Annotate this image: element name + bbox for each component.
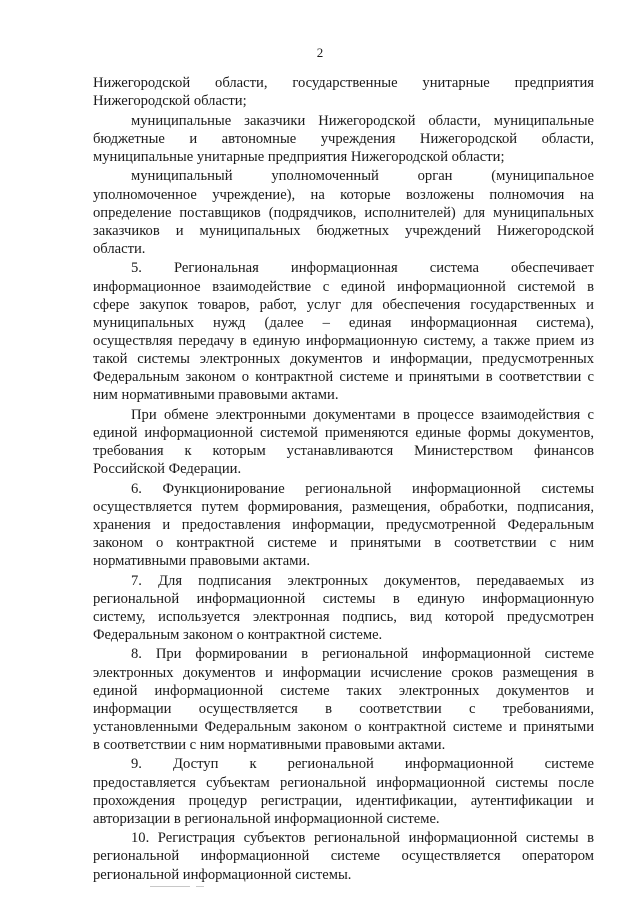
text-line: бюджетные и автономные учреждения Нижегородской области, — [93, 130, 594, 147]
text-line: нормативными правовыми актами. — [93, 552, 310, 569]
text-line: прохождения процедур регистрации, идентификации, аутентификации и — [93, 792, 594, 809]
scan-artifact — [196, 886, 204, 887]
scan-artifact — [150, 886, 190, 887]
text-line: 8. При формировании в региональной информационной системе — [131, 646, 594, 663]
text-line: требования к которым устанавливаются Министерством финансов — [93, 442, 594, 459]
paragraph — [93, 572, 594, 644]
text-line: Федеральным законом о контрактной системе. — [93, 626, 383, 643]
paragraph — [93, 480, 594, 570]
text-line: Российской Федерации. — [93, 460, 242, 477]
text-line: хранения и предоставления информации, предусмотренной Федеральным — [93, 516, 594, 533]
text-line: определение поставщиков (подрядчиков, исполнителей) для муниципальных — [93, 204, 594, 221]
paragraph — [93, 645, 594, 754]
paragraph — [93, 167, 594, 257]
text-line: муниципальные унитарные предприятия Нижегородской области; — [93, 148, 505, 165]
paragraph-gap — [93, 884, 594, 886]
text-line: 7. Для подписания электронных документов, передаваемых из — [131, 572, 594, 589]
text-line: 6. Функционирование региональной информационной системы — [131, 480, 594, 497]
text-line: систему, используется электронная подпись, вид которой предусмотрен — [93, 608, 594, 625]
page-number: 2 — [316, 45, 324, 60]
paragraph — [93, 406, 594, 478]
text-line: в соответствии с ним нормативными правовыми актами. — [93, 736, 446, 753]
text-line: муниципальные заказчики Нижегородской области, муниципальные — [131, 112, 594, 129]
text-line: информации осуществляется в соответствии с требованиями, — [93, 700, 594, 717]
text-line: региональной информационной системы. — [93, 866, 352, 883]
text-line: такой системы электронных документов и информации, предусмотренных — [93, 350, 594, 367]
text-line: единой информационной системой применяются единые формы документов, — [93, 424, 594, 441]
text-line: предоставляется субъектам региональной информационной системы после — [93, 774, 594, 791]
paragraph — [93, 829, 594, 883]
text-line: установленными Федеральным законом о контрактной системе и принятыми — [93, 718, 594, 735]
text-line: заказчиков и муниципальных бюджетных учреждений Нижегородской — [93, 222, 594, 239]
text-line: единой информационной системе таких электронных документов и — [93, 682, 594, 699]
text-line: электронных документов и информации исчисление сроков размещения в — [93, 664, 594, 681]
text-line: региональной информационной системы в единую информационную — [93, 590, 594, 607]
text-line: региональной информационной системе осуществляется оператором — [93, 848, 594, 865]
paragraph — [93, 259, 594, 404]
text-line: осуществляется путем формирования, размещения, обработки, подписания, — [93, 498, 594, 515]
paragraph — [93, 112, 594, 166]
text-line: 5. Региональная информационная система обеспечивает — [131, 260, 594, 277]
text-line: законом о контрактной системе и принятыми в соответствии с ним — [93, 534, 594, 551]
paragraph — [93, 74, 594, 110]
text-line: авторизации в региональной информационной системе. — [93, 810, 440, 827]
text-line: области. — [93, 240, 146, 257]
paragraph — [93, 755, 594, 827]
text-line: При обмене электронными документами в процессе взаимодействия с — [131, 406, 594, 423]
text-line: уполномоченное учреждение), на которые возложены полномочия на — [93, 186, 594, 203]
text-line: Федеральным законом о контрактной системе и принятыми в соответствии с — [93, 369, 594, 385]
text-line: осуществляя передачу в единую информационную систему, а также прием из — [93, 332, 594, 349]
text-line: муниципальных нужд (далее – единая информационная система), — [93, 314, 594, 331]
text-line: ним нормативными правовыми актами. — [93, 387, 339, 404]
text-line: 10. Регистрация субъектов региональной информационной системы в — [131, 830, 594, 847]
text-line: муниципальный уполномоченный орган (муниципальное — [131, 168, 594, 185]
text-line: информационное взаимодействие с единой информационной системой в — [93, 278, 594, 295]
text-line: Нижегородской области, государственные унитарные предприятия — [93, 75, 594, 91]
text-line: Нижегородской области; — [93, 93, 247, 110]
document-body — [93, 74, 594, 885]
text-line: 9. Доступ к региональной информационной системе — [131, 756, 594, 773]
text-line: сфере закупок товаров, работ, услуг для обеспечения государственных и — [93, 296, 594, 313]
